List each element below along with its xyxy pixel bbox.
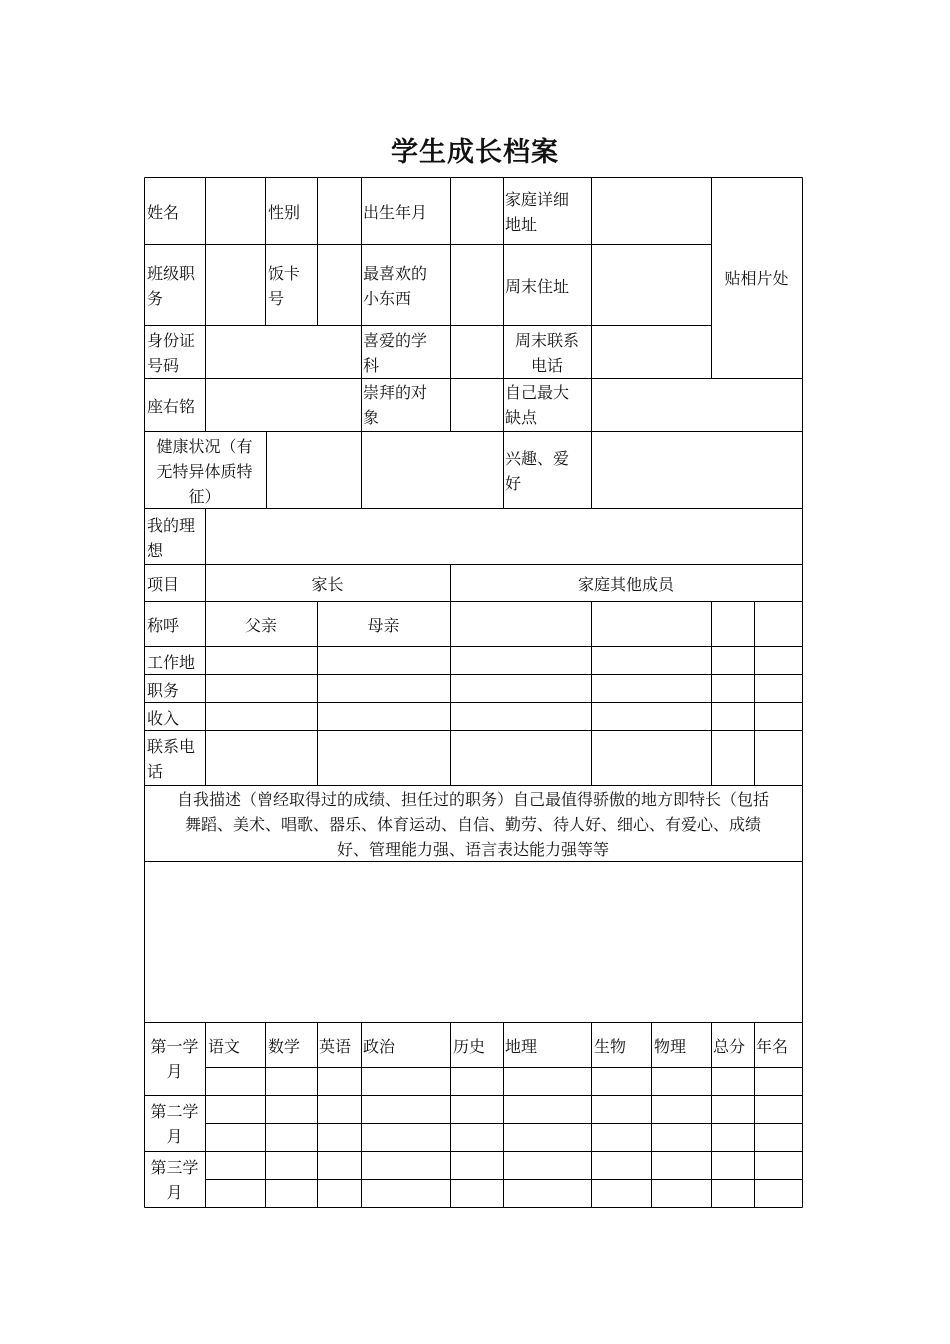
subject-total: 总分 — [713, 1037, 746, 1056]
motto-field[interactable] — [206, 379, 360, 430]
favorite-thing-field[interactable] — [451, 245, 501, 325]
term-2-label: 第二学 月 — [150, 1102, 199, 1146]
subject-math: 数学 — [268, 1037, 301, 1056]
motto-label: 座右铭 — [147, 397, 196, 416]
meal-card-label: 饭卡 号 — [268, 264, 301, 308]
gender-field[interactable] — [318, 178, 360, 244]
subject-english: 英语 — [319, 1037, 352, 1056]
income-label: 收入 — [147, 709, 180, 728]
hobby-field[interactable] — [592, 432, 801, 508]
health-field[interactable] — [267, 432, 501, 508]
subject-physics: 物理 — [654, 1037, 687, 1056]
favorite-thing-label: 最喜欢的 小东西 — [363, 264, 428, 308]
hobby-label: 兴趣、爱 好 — [505, 449, 570, 493]
weekend-address-label: 周末住址 — [505, 277, 570, 296]
subject-chinese: 语文 — [208, 1037, 241, 1056]
subject-biology: 生物 — [594, 1037, 627, 1056]
term-3-label: 第三学 月 — [150, 1158, 199, 1202]
father-label: 父亲 — [244, 616, 277, 635]
subject-politics: 政治 — [363, 1037, 396, 1056]
subject-geography: 地理 — [505, 1037, 538, 1056]
parents-header: 家长 — [311, 575, 344, 594]
birth-label: 出生年月 — [363, 203, 428, 222]
ideal-label: 我的理 想 — [147, 516, 196, 560]
id-number-field[interactable] — [206, 326, 360, 377]
self-description-area[interactable] — [145, 862, 801, 1022]
favorite-subject-field[interactable] — [451, 326, 501, 377]
address-label: 家庭详细 地址 — [505, 190, 570, 234]
gender-label: 性别 — [268, 203, 301, 222]
weakness-field[interactable] — [592, 379, 801, 430]
relation-label: 称呼 — [147, 616, 180, 635]
meal-card-field[interactable] — [318, 245, 360, 325]
subject-history: 历史 — [453, 1037, 486, 1056]
family-item-label: 项目 — [147, 575, 180, 594]
idol-field[interactable] — [451, 379, 501, 430]
weakness-label: 自己最大 缺点 — [505, 383, 570, 427]
weekend-address-field[interactable] — [592, 245, 710, 325]
class-role-field[interactable] — [206, 245, 264, 325]
page-title: 学生成长档案 — [391, 137, 559, 168]
photo-placeholder: 贴相片处 — [724, 269, 789, 288]
birth-field[interactable] — [451, 178, 501, 244]
subject-rank: 年名 — [756, 1037, 789, 1056]
other-members-header: 家庭其他成员 — [577, 575, 674, 594]
mother-label: 母亲 — [367, 616, 400, 635]
id-number-label: 身份证 号码 — [147, 331, 196, 375]
name-label: 姓名 — [147, 203, 180, 222]
class-role-label: 班级职 务 — [147, 264, 196, 308]
workplace-label: 工作地 — [147, 653, 196, 672]
self-description-prompt: 自我描述（曾经取得过的成绩、担任过的职务）自己最值得骄傲的地方即特长（包括 舞蹈、美术、唱歌、器乐、体育运动、自信、勤劳、待人好、细心、有爱心、成绩 好、管理能力强、语言表达能力强等等 — [176, 790, 769, 859]
weekend-phone-label: 周末联系 电话 — [514, 331, 579, 375]
favorite-subject-label: 喜爱的学 科 — [363, 331, 428, 375]
name-field[interactable] — [206, 178, 264, 244]
address-field[interactable] — [592, 178, 710, 244]
term-1-label: 第一学 月 — [150, 1037, 199, 1081]
idol-label: 崇拜的对 象 — [363, 383, 428, 427]
phone-label: 联系电 话 — [147, 737, 196, 781]
health-label: 健康状况（有 无特异体质特 征） — [156, 437, 253, 506]
job-label: 职务 — [147, 681, 180, 700]
weekend-phone-field[interactable] — [592, 326, 710, 377]
ideal-field[interactable] — [206, 510, 801, 564]
